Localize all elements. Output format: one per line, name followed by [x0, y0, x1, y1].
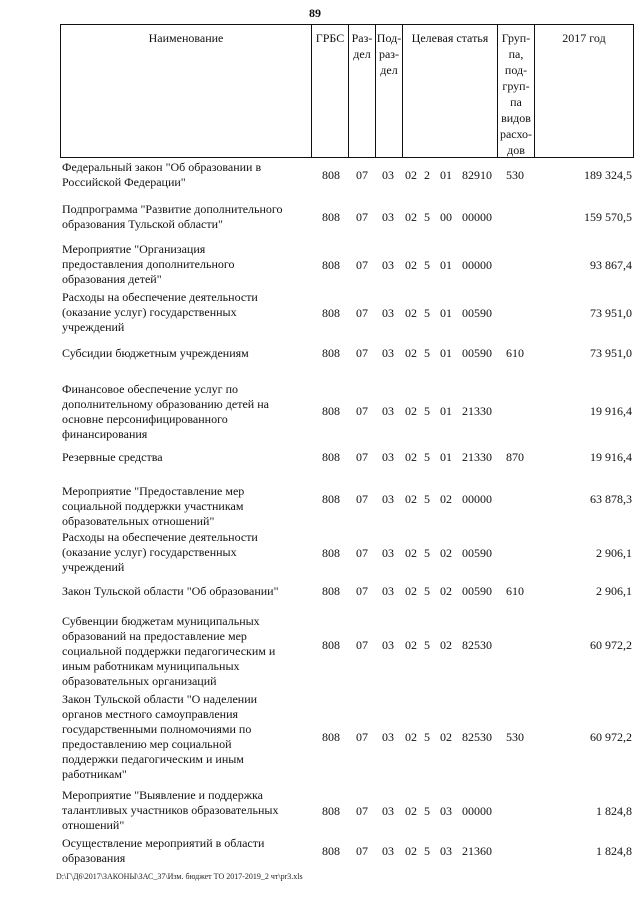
cell-target-3: 00 [440, 210, 452, 224]
table-row [0, 834, 640, 868]
cell-target-4: 00000 [462, 492, 492, 506]
cell-sum: 2 906,1 [596, 584, 632, 598]
cell-grbs: 808 [322, 584, 340, 598]
cell-grbs: 808 [322, 450, 340, 464]
cell-target-4: 21330 [462, 450, 492, 464]
cell-grbs: 808 [322, 306, 340, 320]
cell-sum: 189 324,5 [584, 168, 632, 182]
cell-sum: 1 824,8 [596, 804, 632, 818]
cell-razdel: 07 [356, 404, 368, 418]
cell-podrazdel: 03 [382, 168, 394, 182]
cell-grbs: 808 [322, 844, 340, 858]
cell-target-4: 00590 [462, 346, 492, 360]
row-name: Финансовое обеспечение услуг по дополнительному образованию детей на основне персонифицированного финансирования [62, 382, 269, 441]
table-row [0, 158, 640, 200]
cell-podrazdel: 03 [382, 450, 394, 464]
cell-target-3: 03 [440, 804, 452, 818]
header-target: Целевая статья [411, 31, 489, 45]
cell-target-2: 5 [424, 346, 430, 360]
cell-target-1: 02 [405, 804, 417, 818]
cell-target-4: 00590 [462, 306, 492, 320]
cell-podrazdel: 03 [382, 210, 394, 224]
cell-target-3: 02 [440, 638, 452, 652]
cell-target-4: 00000 [462, 258, 492, 272]
cell-grbs: 808 [322, 804, 340, 818]
cell-sum: 19 916,4 [590, 450, 632, 464]
cell-target-2: 5 [424, 258, 430, 272]
cell-grbs: 808 [322, 168, 340, 182]
table-body [0, 158, 640, 868]
cell-razdel: 07 [356, 306, 368, 320]
cell-sum: 159 570,5 [584, 210, 632, 224]
cell-target-2: 5 [424, 546, 430, 560]
cell-podrazdel: 03 [382, 584, 394, 598]
row-name: Субвенции бюджетам муниципальных образований на предоставление мер социальной поддержки педагогическим и иным работникам муниципальных образовательных организаций [62, 614, 276, 688]
cell-target-1: 02 [405, 492, 417, 506]
cell-podrazdel: 03 [382, 546, 394, 560]
cell-podrazdel: 03 [382, 258, 394, 272]
cell-target-1: 02 [405, 346, 417, 360]
cell-target-3: 02 [440, 584, 452, 598]
cell-group: 610 [506, 346, 524, 360]
cell-grbs: 808 [322, 210, 340, 224]
cell-target-2: 5 [424, 730, 430, 744]
cell-sum: 73 951,0 [590, 346, 632, 360]
table-row [0, 446, 640, 476]
cell-razdel: 07 [356, 168, 368, 182]
cell-target-1: 02 [405, 546, 417, 560]
row-name: Мероприятие "Выявление и поддержка талантливых участников образовательных отношений" [62, 788, 279, 832]
header-razdel: Раз- дел [351, 31, 373, 61]
cell-target-4: 82530 [462, 638, 492, 652]
cell-target-4: 00000 [462, 804, 492, 818]
table-row [0, 290, 640, 346]
table-row [0, 528, 640, 580]
cell-grbs: 808 [322, 730, 340, 744]
cell-target-2: 5 [424, 492, 430, 506]
cell-target-4: 00590 [462, 546, 492, 560]
table-row [0, 200, 640, 240]
cell-sum: 1 824,8 [596, 844, 632, 858]
cell-target-3: 01 [440, 306, 452, 320]
cell-target-3: 01 [440, 168, 452, 182]
cell-sum: 73 951,0 [590, 306, 632, 320]
page-number: 89 [309, 6, 321, 20]
cell-razdel: 07 [356, 258, 368, 272]
cell-target-1: 02 [405, 306, 417, 320]
cell-razdel: 07 [356, 492, 368, 506]
row-name: Закон Тульской области "Об образовании" [62, 584, 279, 598]
cell-razdel: 07 [356, 210, 368, 224]
cell-target-3: 01 [440, 450, 452, 464]
row-name: Мероприятие "Организация предоставления дополнительного образования детей" [62, 242, 235, 286]
cell-grbs: 808 [322, 492, 340, 506]
cell-target-2: 5 [424, 844, 430, 858]
table-row [0, 240, 640, 290]
cell-target-1: 02 [405, 210, 417, 224]
cell-podrazdel: 03 [382, 306, 394, 320]
cell-target-2: 5 [424, 804, 430, 818]
cell-podrazdel: 03 [382, 492, 394, 506]
cell-target-2: 5 [424, 306, 430, 320]
cell-target-3: 02 [440, 546, 452, 560]
cell-target-3: 01 [440, 346, 452, 360]
table-row [0, 788, 640, 834]
cell-target-2: 5 [424, 210, 430, 224]
cell-target-1: 02 [405, 450, 417, 464]
cell-target-4: 00000 [462, 210, 492, 224]
cell-group: 530 [506, 168, 524, 182]
cell-grbs: 808 [322, 346, 340, 360]
cell-podrazdel: 03 [382, 804, 394, 818]
row-name: Резервные средства [62, 450, 163, 464]
table-row [0, 370, 640, 446]
cell-razdel: 07 [356, 450, 368, 464]
cell-target-2: 5 [424, 450, 430, 464]
cell-grbs: 808 [322, 546, 340, 560]
cell-razdel: 07 [356, 804, 368, 818]
cell-podrazdel: 03 [382, 404, 394, 418]
cell-razdel: 07 [356, 346, 368, 360]
cell-podrazdel: 03 [382, 346, 394, 360]
row-name: Расходы на обеспечение деятельности (оказание услуг) государственных учреждений [62, 290, 258, 334]
table-row [0, 346, 640, 370]
row-name: Мероприятие "Предоставление мер социальной поддержки участникам образовательных отношений" [62, 484, 245, 528]
row-name: Осуществление мероприятий в области образования [62, 836, 265, 865]
cell-sum: 60 972,2 [590, 730, 632, 744]
table-row [0, 580, 640, 610]
file-path-footer: D:\Г\Д6\2017\ЗАКОНЫ\ЗАС_37\Изм. бюджет ТО 2017-2019_2 чт\pr3.xls [56, 872, 303, 881]
cell-podrazdel: 03 [382, 844, 394, 858]
cell-sum: 93 867,4 [590, 258, 632, 272]
header-group: Груп- па, под- груп- па видов расхо- дов [499, 31, 533, 157]
header-name: Наименование [148, 31, 224, 45]
cell-target-3: 03 [440, 844, 452, 858]
cell-target-3: 02 [440, 492, 452, 506]
row-name: Подпрограмма "Развитие дополнительного образования Тульской области" [62, 202, 283, 231]
cell-target-1: 02 [405, 584, 417, 598]
header-grbs: ГРБС [315, 31, 345, 45]
cell-target-2: 2 [424, 168, 430, 182]
cell-razdel: 07 [356, 844, 368, 858]
cell-sum: 19 916,4 [590, 404, 632, 418]
cell-grbs: 808 [322, 638, 340, 652]
table-row [0, 692, 640, 788]
cell-group: 610 [506, 584, 524, 598]
cell-target-1: 02 [405, 404, 417, 418]
cell-target-4: 21360 [462, 844, 492, 858]
cell-target-2: 5 [424, 638, 430, 652]
cell-target-4: 21330 [462, 404, 492, 418]
row-name: Расходы на обеспечение деятельности (оказание услуг) государственных учреждений [62, 530, 258, 574]
cell-group: 870 [506, 450, 524, 464]
cell-target-2: 5 [424, 404, 430, 418]
cell-group: 530 [506, 730, 524, 744]
cell-target-2: 5 [424, 584, 430, 598]
cell-sum: 60 972,2 [590, 638, 632, 652]
table-row [0, 610, 640, 692]
cell-target-3: 01 [440, 404, 452, 418]
cell-target-3: 02 [440, 730, 452, 744]
cell-target-3: 01 [440, 258, 452, 272]
cell-razdel: 07 [356, 584, 368, 598]
row-name: Федеральный закон "Об образовании в Российской Федерации" [62, 160, 262, 189]
table-row [0, 476, 640, 528]
cell-target-1: 02 [405, 168, 417, 182]
cell-target-1: 02 [405, 638, 417, 652]
cell-razdel: 07 [356, 730, 368, 744]
header-podrazdel: Под- раз- дел [376, 31, 402, 77]
cell-sum: 63 878,3 [590, 492, 632, 506]
row-name: Субсидии бюджетным учреждениям [62, 346, 249, 360]
cell-target-1: 02 [405, 730, 417, 744]
cell-sum: 2 906,1 [596, 546, 632, 560]
cell-target-1: 02 [405, 844, 417, 858]
header-year: 2017 год [562, 31, 606, 45]
cell-target-4: 82530 [462, 730, 492, 744]
cell-grbs: 808 [322, 258, 340, 272]
cell-podrazdel: 03 [382, 730, 394, 744]
cell-target-4: 82910 [462, 168, 492, 182]
cell-target-4: 00590 [462, 584, 492, 598]
cell-target-1: 02 [405, 258, 417, 272]
cell-grbs: 808 [322, 404, 340, 418]
cell-razdel: 07 [356, 546, 368, 560]
cell-podrazdel: 03 [382, 638, 394, 652]
table-header [60, 24, 634, 158]
row-name: Закон Тульской области "О наделении органов местного самоуправления государственными полномочиями по предоставлению мер социальной поддержки педагогическим и иным работникам" [62, 692, 258, 781]
cell-razdel: 07 [356, 638, 368, 652]
